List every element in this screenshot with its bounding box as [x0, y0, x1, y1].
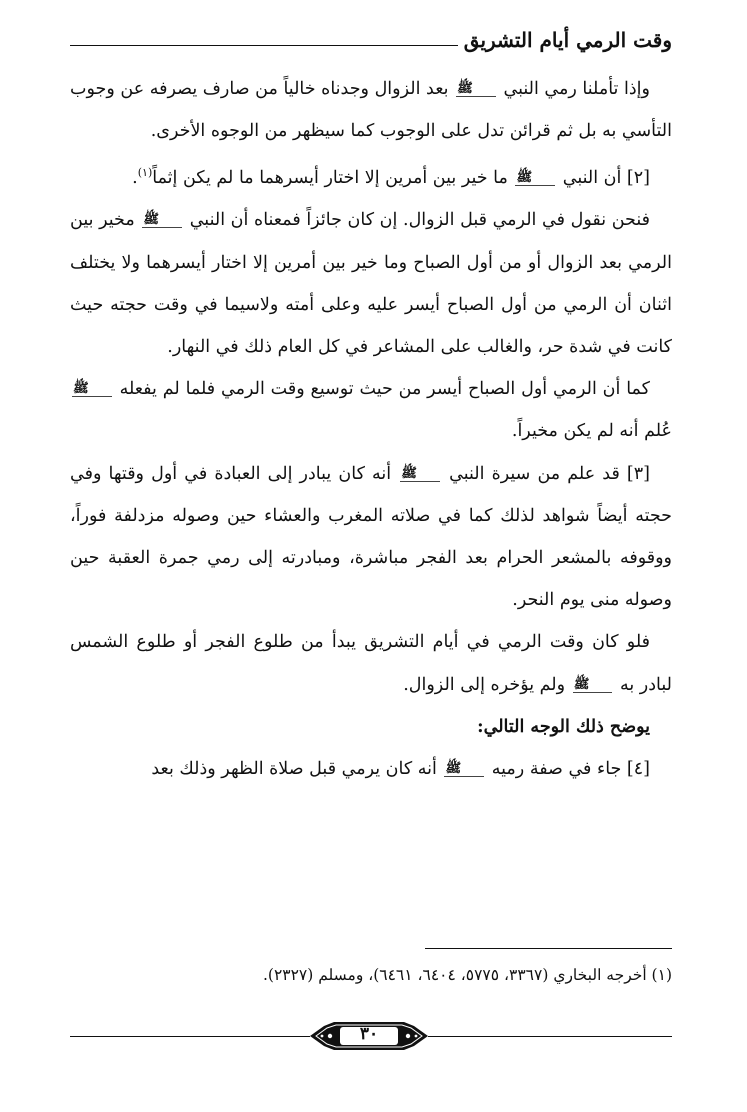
honorific-symbol: ﷺ — [444, 762, 484, 777]
paragraph-7: [٤] جاء في صفة رميه ﷺ أنه كان يرمي قبل صلاة الظهر وذلك بعد — [151, 759, 650, 780]
page-number: ٣٠ — [359, 1024, 379, 1044]
footnote-separator — [425, 948, 672, 949]
honorific-symbol: ﷺ — [400, 467, 440, 482]
honorific-symbol: ﷺ — [142, 213, 182, 228]
footer-rule-left — [70, 1036, 310, 1037]
honorific-symbol: ﷺ — [72, 382, 112, 397]
paragraph-4: كما أن الرمي أول الصباح أيسر من حيث توسيع وقت الرمي فلما لم يفعله ﷺ عُلم أنه لم يكن مخيراً. — [73, 379, 672, 442]
paragraph-5: [٣] قد علم من سيرة النبي ﷺ أنه كان يبادر إلى العبادة في أول وقتها وفي حجته أيضاً شواهد لذلك كما في صلاته المغرب والعشاء حين وصوله مزدلفة فوراً، ووقوفه بالمشعر الحرام بعد الفجر مباشرة، ومبادرته إلى رمي جمرة العقبة حين وصوله منى يوم النحر. — [70, 463, 672, 611]
paragraph-6: فلو كان وقت الرمي في أيام التشريق يبدأ من طلوع الفجر أو طلوع الشمس لبادر به ﷺ ولم يؤخره إلى الزوال. — [70, 632, 672, 695]
section-heading: يوضح ذلك الوجه التالي: — [477, 716, 650, 737]
footer-rule-right — [428, 1036, 672, 1037]
paragraph-1: وإذا تأملنا رمي النبي ﷺ بعد الزوال وجدناه خالياً من صارف يصرفه عن وجوب التأسي به بل ثم قرائن تدل على الوجوب كما سيظهر من الوجوه الأخرى. — [70, 79, 672, 142]
footnote: (١) أخرجه البخاري (٣٣٦٧، ٥٧٧٥، ٦٤٠٤، ٦٤٦١)، ومسلم (٢٣٢٧). — [262, 966, 672, 984]
running-header-title: وقت الرمي أيام التشريق — [458, 28, 672, 52]
paragraph-3: فنحن نقول في الرمي قبل الزوال. إن كان جائزاً فمعناه أن النبي ﷺ مخير بين الرمي بعد الزوال أو من أول الصباح وما خير بين أمرين إلا اختار أيسرهما ولا يختلف اثنان أن الرمي من أول الصباح أيسر عليه وعلى أمته ولاسيما في وقت حجته حيث كانت في شدة حر، والغالب على المشاعر في كل العام ذلك في النهار. — [70, 210, 672, 358]
running-header — [70, 28, 672, 62]
page-number-badge — [310, 1018, 428, 1054]
honorific-symbol: ﷺ — [456, 82, 496, 97]
paragraph-2: [٢] أن النبي ﷺ ما خير بين أمرين إلا اختار أيسرهما ما لم يكن إثماً$^{(١)}$. — [132, 166, 650, 189]
footnote-ref[interactable]: (١) — [137, 166, 153, 180]
honorific-symbol: ﷺ — [515, 171, 555, 186]
honorific-symbol: ﷺ — [573, 678, 613, 693]
page-body — [70, 68, 672, 790]
